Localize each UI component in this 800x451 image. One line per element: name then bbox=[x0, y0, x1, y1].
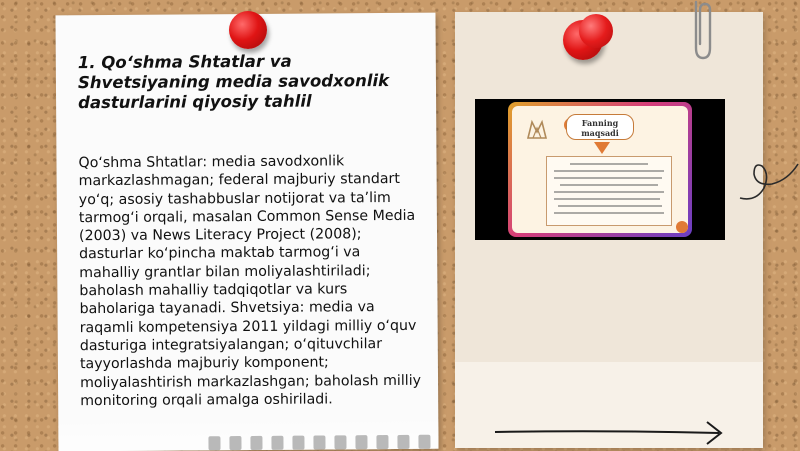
comparison-text: Qo‘shma Shtatlar: media savodxonlik markazlashmagan; federal majburiy standart yo‘q; asosiy tashabbuslar notijorat va ta’lim tarmog‘i orqali, masalan Common Sense Media (2003) va News Literacy Project (2008); dasturlar ko‘pincha maktab tarmog‘i va mahalliy grantlar bilan moliyalashtiriladi; baholash mahalliy tadqiqotlar va kurs baholariga tayanadi. Shvetsiya: media va raqamli kompetensiya 2011 yildagi milliy o‘quv dasturiga integratsiyalangan; o‘qituvchilar tayyorlashda majburiy komponent; moliyalashtirish markazlashgan; baholash milliy monitoring orqali amalga oshiriladi. bbox=[78, 153, 422, 410]
orange-dot-decoration bbox=[676, 221, 688, 233]
slide-inner bbox=[512, 106, 688, 233]
paper-clip-icon bbox=[686, 0, 716, 62]
university-logo-icon bbox=[524, 116, 550, 142]
slide-title: 1. Qo‘shma Shtatlar va Shvetsiyaning media savodxonlik dasturlarini qiyosiy tahlil bbox=[77, 51, 390, 113]
slide-heading-badge bbox=[566, 114, 634, 140]
slide-heading-line-2: maqsadi bbox=[581, 128, 619, 138]
slide-heading-line-1: Fanning bbox=[581, 118, 619, 128]
slide-illegible-text-lines bbox=[550, 160, 668, 222]
squiggle-decoration bbox=[738, 150, 800, 210]
arrow-down-icon bbox=[594, 142, 610, 154]
arrow-right-icon bbox=[493, 418, 725, 448]
push-pin-icon bbox=[229, 11, 267, 49]
left-note-card bbox=[55, 13, 438, 451]
slide-text-box bbox=[546, 156, 672, 226]
embedded-slide-image bbox=[475, 99, 725, 240]
slide-frame bbox=[508, 102, 692, 237]
push-pin-head-icon bbox=[579, 14, 613, 48]
notebook-holes bbox=[208, 435, 430, 451]
